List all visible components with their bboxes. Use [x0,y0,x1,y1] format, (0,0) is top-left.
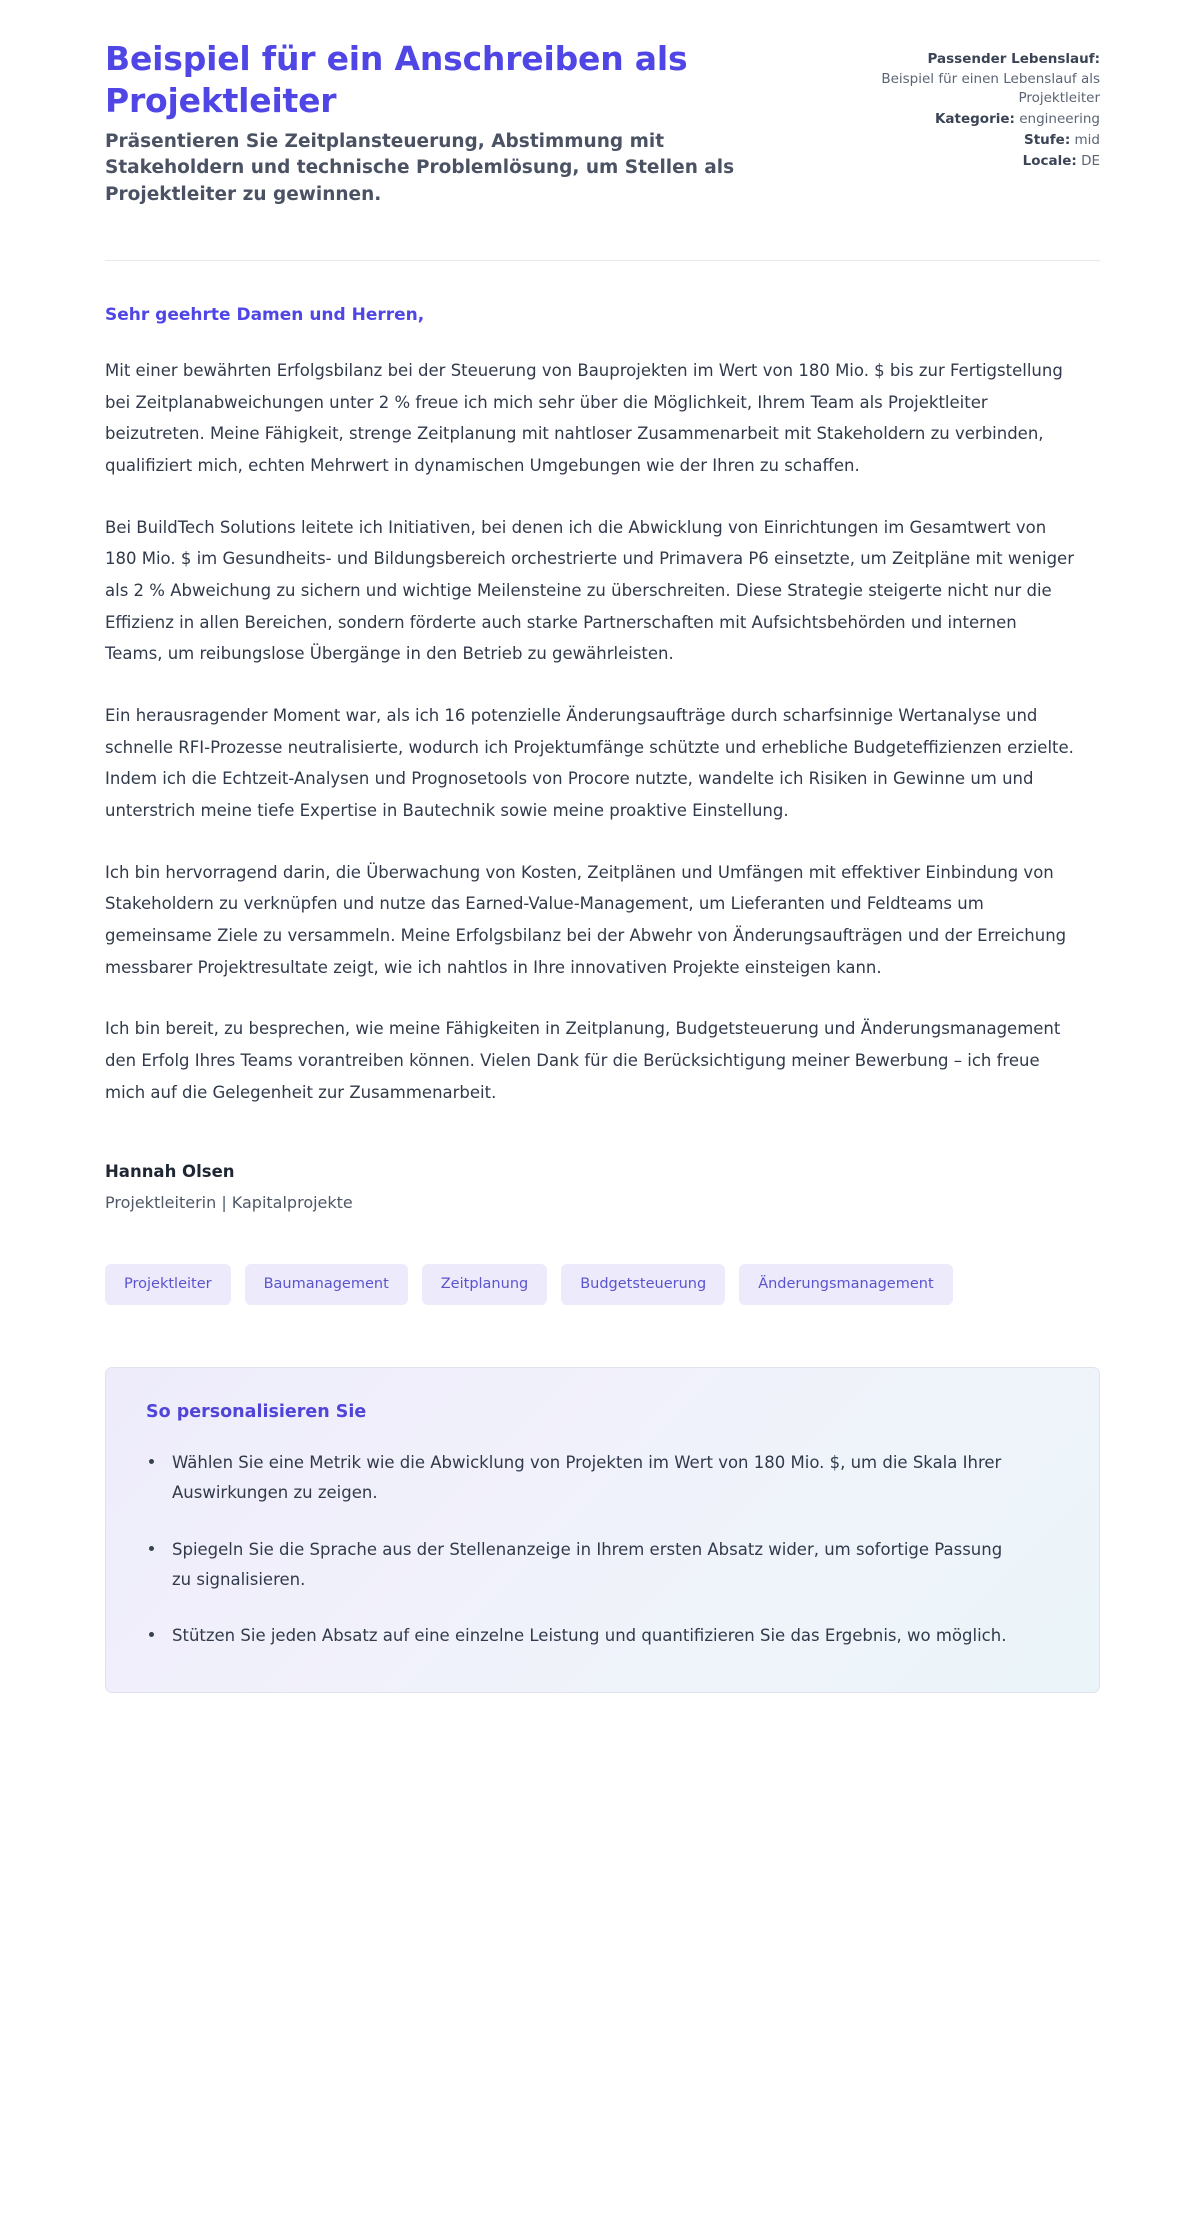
tips-list-item-text: Wählen Sie eine Metrik wie die Abwicklung von Projekten im Wert von 180 Mio. $, um die Skala Ihrer Auswirkungen zu zeigen. [172,1452,1002,1503]
meta-matching-resume-label: Passender Lebenslauf: [927,51,1100,67]
tips-list [146,1448,1059,1652]
document-metadata [850,38,1100,172]
letter-paragraph: Bei BuildTech Solutions leitete ich Initiativen, bei denen ich die Abwicklung von Einrichtungen im Gesamtwert von 180 Mio. $ im Gesundheits- und Bildungsbereich orchestrierte und Primavera P6 einsetzte, um Zeitpläne mit weniger als 2 % Abweichung zu sichern und wichtige Meilensteine zu überschreiten. Diese Strategie steigerte nicht nur die Effizienz in allen Bereichen, sondern förderte auch starke Partnerschaften mit Aufsichtsbehörden und internen Teams, um reibungslose Übergänge in den Betrieb zu gewährleisten. [105,517,1074,664]
meta-category [850,110,1100,130]
meta-locale [850,152,1100,172]
tips-list-item-text: Stützen Sie jeden Absatz auf eine einzelne Leistung und quantifizieren Sie das Ergebnis, wo möglich. [172,1626,1007,1646]
page-subtitle: Präsentieren Sie Zeitplansteuerung, Abstimmung mit Stakeholdern und technische Problemlösung, um Stellen als Projektleiter zu gewinnen. [105,131,735,205]
bullet-dot-icon [149,1459,154,1464]
signature-role: Projektleiterin | Kapitalprojekte [105,1193,353,1213]
bullet-dot-icon [149,1546,154,1551]
letter-paragraph: Ein herausragender Moment war, als ich 16 potenzielle Änderungsaufträge durch scharfsinnige Wertanalyse und schnelle RFI-Prozesse neutralisierte, wodurch ich Projektumfänge schützte und erhebliche Budgeteffizienzen erzielte. Indem ich die Echtzeit-Analysen und Prognosetools von Procore nutzte, wandelte ich Risiken in Gewinne um und unterstrich meine tiefe Expertise in Bautechnik sowie meine proaktive Einstellung. [105,706,1074,821]
bullet-dot-icon [149,1632,154,1637]
tips-list-item [146,1448,1026,1509]
letter-paragraph: Mit einer bewährten Erfolgsbilanz bei der Steuerung von Bauprojekten im Wert von 180 Mio. $ bis zur Fertigstellung bei Zeitplanabweichungen unter 2 % freue ich mich sehr über die Möglichkeit, Ihrem Team als Projektleiter beizutreten. Meine Fähigkeit, strenge Zeitplanung mit nahtloser Zusammenarbeit mit Stakeholdern zu verbinden, qualifiziert mich, echten Mehrwert in dynamischen Umgebungen wie der Ihren zu schaffen. [105,360,1063,475]
letter-paragraph: Ich bin hervorragend darin, die Überwachung von Kosten, Zeitplänen und Umfängen mit effektiver Einbindung von Stakeholdern zu verknüpfen und nutze das Earned-Value-Management, um Lieferanten und Feldteams um gemeinsame Ziele zu versammeln. Meine Erfolgsbilanz bei der Abwehr von Änderungsaufträgen und der Erreichung messbarer Projektresultate zeigt, wie ich nahtlos in Ihre innovativen Projekte einsteigen kann. [105,862,1067,977]
meta-matching-resume-value: Beispiel für einen Lebenslauf als Projektleiter [881,70,1100,107]
page-title: Beispiel für ein Anschreiben als Projektleiter [105,39,688,120]
tips-list-item-text: Spiegeln Sie die Sprache aus der Stellenanzeige in Ihrem ersten Absatz wider, um sofortige Passung zu signalisieren. [172,1539,1003,1589]
tag-chip[interactable]: Budgetsteuerung [561,1264,725,1305]
tag-chip[interactable]: Zeitplanung [422,1264,547,1305]
signature-name: Hannah Olsen [105,1162,235,1182]
tips-list-item [146,1535,1026,1596]
meta-level-value: mid [1074,131,1100,148]
tag-list [105,1264,1100,1305]
meta-category-value: engineering [1019,111,1100,128]
meta-locale-value: DE [1081,152,1100,169]
meta-category-label: Kategorie: [934,111,1015,128]
page-header [105,38,1100,208]
signature-block [105,1162,1100,1212]
header-title-block [105,38,805,208]
personalization-tips-callout [105,1367,1100,1693]
tag-chip[interactable]: Änderungsmanagement [739,1264,952,1305]
tips-title: So personalisieren Sie [146,1401,367,1422]
tag-chip[interactable]: Projektleiter [105,1264,231,1305]
meta-level [850,131,1100,151]
meta-matching-resume [850,50,1100,109]
tag-chip[interactable]: Baumanagement [245,1264,408,1305]
cover-letter-body [105,261,1100,1108]
tips-list-item [146,1621,1026,1651]
meta-locale-label: Locale: [1022,152,1077,169]
salutation: Sehr geehrte Damen und Herren, [105,304,425,325]
letter-paragraph: Ich bin bereit, zu besprechen, wie meine Fähigkeiten in Zeitplanung, Budgetsteuerung und Änderungsmanagement den Erfolg Ihres Teams vorantreiben können. Vielen Dank für die Berücksichtigung meiner Bewerbung – ich freue mich auf die Gelegenheit zur Zusammenarbeit. [105,1019,1061,1102]
meta-level-label: Stufe: [1024,131,1071,148]
